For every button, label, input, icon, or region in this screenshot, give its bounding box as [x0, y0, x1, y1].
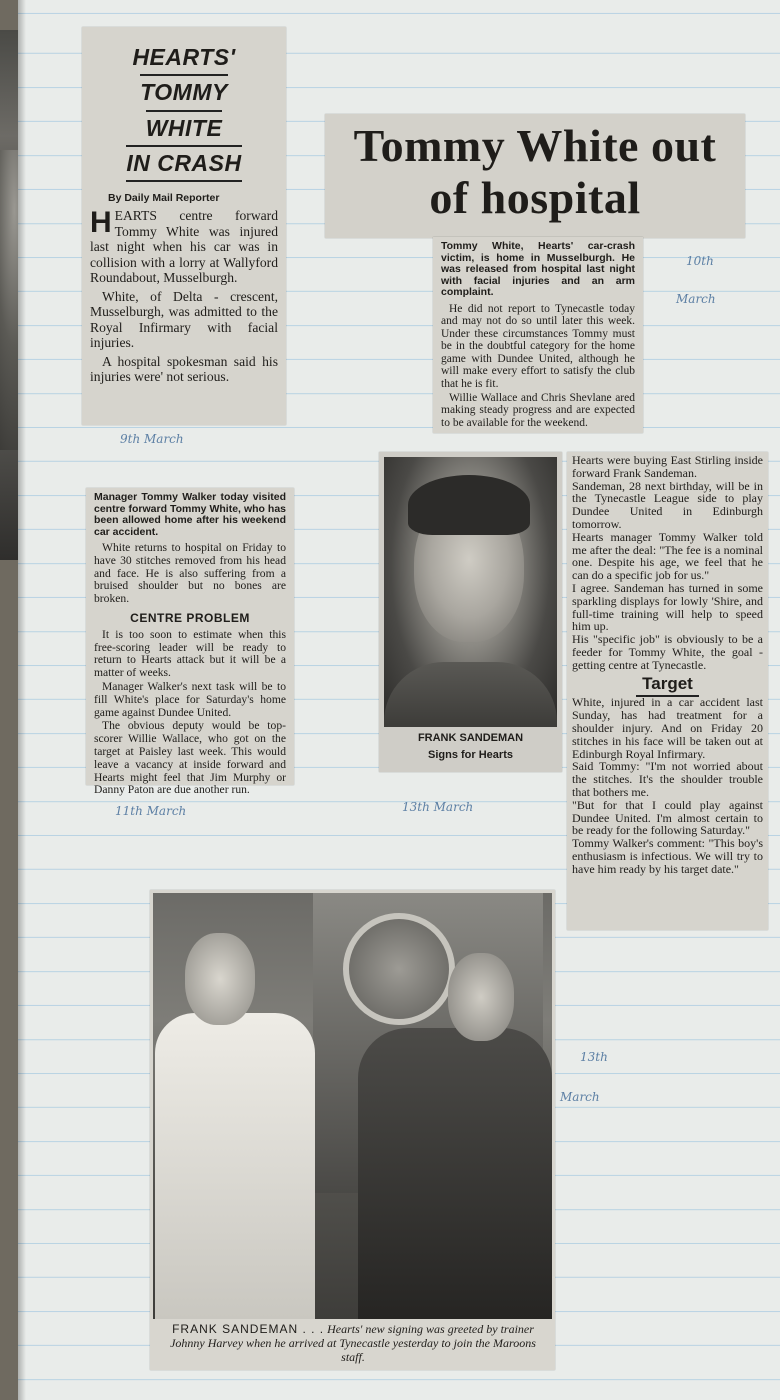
- paragraph: "But for that I could play against Dundee United. I'm almost certain to be ready for the following Saturday.": [572, 797, 763, 838]
- trainer-figure: [155, 933, 315, 1319]
- paragraph: His "specific job" is obviously to be a feeder for Tommy White, the goal - getting centre at Tynecastle.: [572, 632, 763, 672]
- headline-line-4: IN CRASH: [126, 145, 241, 182]
- caption-text: Hearts' new signing was greeted by trainer Johnny Harvey when he arrived at Tynecastle yesterday to join the Maroons staff.: [170, 1322, 536, 1364]
- player-figure: [338, 953, 552, 1319]
- caption-name: FRANK SANDEMAN . . .: [172, 1322, 325, 1336]
- paragraph: Manager Walker's next task will be to fill White's place for Saturday's home game against Dundee United.: [94, 679, 286, 719]
- page-gutter-shadow: [18, 0, 26, 1400]
- handwritten-date-note: 10th: [686, 254, 714, 268]
- paragraph: Willie Wallace and Chris Shevlane ared making steady progress and are expected to be available for the weekend.: [441, 391, 635, 429]
- headline: [325, 120, 745, 224]
- photo-caption: [158, 1322, 548, 1364]
- paragraph: White, injured in a car accident last Sunday, has had treatment for a shoulder injury. And on Friday 20 stitches in his face will be taken out at Edinburgh Royal Infirmary.: [572, 695, 763, 761]
- paragraph: Tommy Walker's comment: "This boy's enthusiasm is infectious. We will try to have him ready by his target date.": [572, 836, 763, 876]
- paragraph: White, of Delta - crescent, Musselburgh, was admitted to the Royal Infirmary with facial injuries.: [90, 288, 278, 351]
- clipping-portrait-frank-sandeman: [379, 452, 562, 772]
- portrait-shoulders: [384, 662, 557, 727]
- clipping-sandeman-target: [567, 452, 768, 930]
- caption-subtitle: Signs for Hearts: [428, 749, 513, 761]
- handshake-photo: [153, 893, 552, 1319]
- portrait-caption: [379, 730, 562, 764]
- paragraph: I agree. Sandeman has turned in some sparkling displays for lowly 'Shire, and full-time training will help to speed him up.: [572, 580, 763, 634]
- byline: By Daily Mail Reporter: [108, 192, 220, 205]
- headline-line-2: TOMMY: [140, 74, 228, 109]
- headline-line-1: Tommy White out: [353, 120, 717, 171]
- article-body: [433, 237, 643, 434]
- portrait-hair: [408, 475, 530, 535]
- handwritten-date-note: 9th March: [120, 432, 184, 446]
- paragraph: A hospital spokesman said his injuries were' not serious.: [90, 353, 278, 385]
- paragraph: He did not report to Tynecastle today and may not do so until later this week. Under these circumstances Tommy must be in the doubtful category for the home game with Dundee United, although he will make every effort to satisfy the club that he is fit.: [441, 302, 635, 391]
- article-body: [82, 208, 286, 385]
- headline-block: [82, 27, 286, 182]
- clipping-hearts-tommy-white-in-crash: [82, 27, 286, 425]
- handwritten-date-note: 13th: [580, 1050, 608, 1064]
- lead-paragraph: Tommy White, Hearts' car-crash victim, is home in Musselburgh. He was released from hospital last night with facial injuries and an arm complaint.: [441, 240, 635, 298]
- clipping-centre-problem: [86, 488, 294, 797]
- paragraph: Said Tommy: "I'm not worried about the stitches. It's the shoulder trouble that bothers me.: [572, 759, 763, 799]
- lead-paragraph: Manager Tommy Walker today visited centre forward Tommy White, who has been allowed home after his weekend car accident.: [94, 491, 286, 538]
- paragraph: The obvious deputy would be top-scorer Willie Wallace, who got on the target at Paisley last week. This would leave a vacancy at inside forward and Hearts might feel that Jim Murphy or Danny Paton are due another run.: [94, 719, 286, 797]
- drop-cap: H: [90, 206, 112, 240]
- paragraph: White returns to hospital on Friday to have 30 stitches removed from his head and face. He is also suffering from a bruised shoulder but no bones are broken.: [94, 541, 286, 606]
- paragraph: EARTS centre forward Tommy White was injured last night when his car was in collision with a lorry at Wallyford Roundabout, Musselburgh.: [90, 208, 278, 286]
- paragraph: It is too soon to estimate when this free-scoring leader will be ready to return to Hearts attack but it will be a matter of weeks.: [94, 627, 286, 680]
- handwritten-date-note: March: [676, 292, 716, 306]
- caption-name: FRANK SANDEMAN: [417, 732, 524, 744]
- headline-line-2: of hospital: [429, 172, 641, 223]
- paragraph: Sandeman, 28 next birthday, will be in the Tynecastle League side to play Dundee United in Edinburgh tomorrow.: [572, 478, 763, 531]
- headline-line-1: HEARTS': [132, 44, 236, 70]
- paragraph: Hearts manager Tommy Walker told me after the deal: "The fee is a nominal one. Despite his age, we feel that he can do a specific job for us.": [572, 529, 763, 583]
- handwritten-date-note: 11th March: [115, 804, 187, 818]
- article-body: [86, 488, 294, 802]
- article-body: [567, 452, 768, 878]
- paragraph: Hearts were buying East Stirling inside forward Frank Sandeman.: [572, 453, 763, 480]
- clipping-photo-handshake: [150, 890, 555, 1370]
- portrait-photo: [384, 457, 557, 727]
- subheading: Target: [636, 674, 699, 697]
- handwritten-date-note: 13th March: [402, 800, 474, 814]
- clipping-out-of-hospital-body: [433, 237, 643, 433]
- handwritten-date-note: March: [560, 1090, 600, 1104]
- subheading: CENTRE PROBLEM: [130, 610, 250, 625]
- headline-line-3: WHITE: [146, 110, 223, 145]
- clipping-headline-out-of-hospital: [325, 114, 745, 238]
